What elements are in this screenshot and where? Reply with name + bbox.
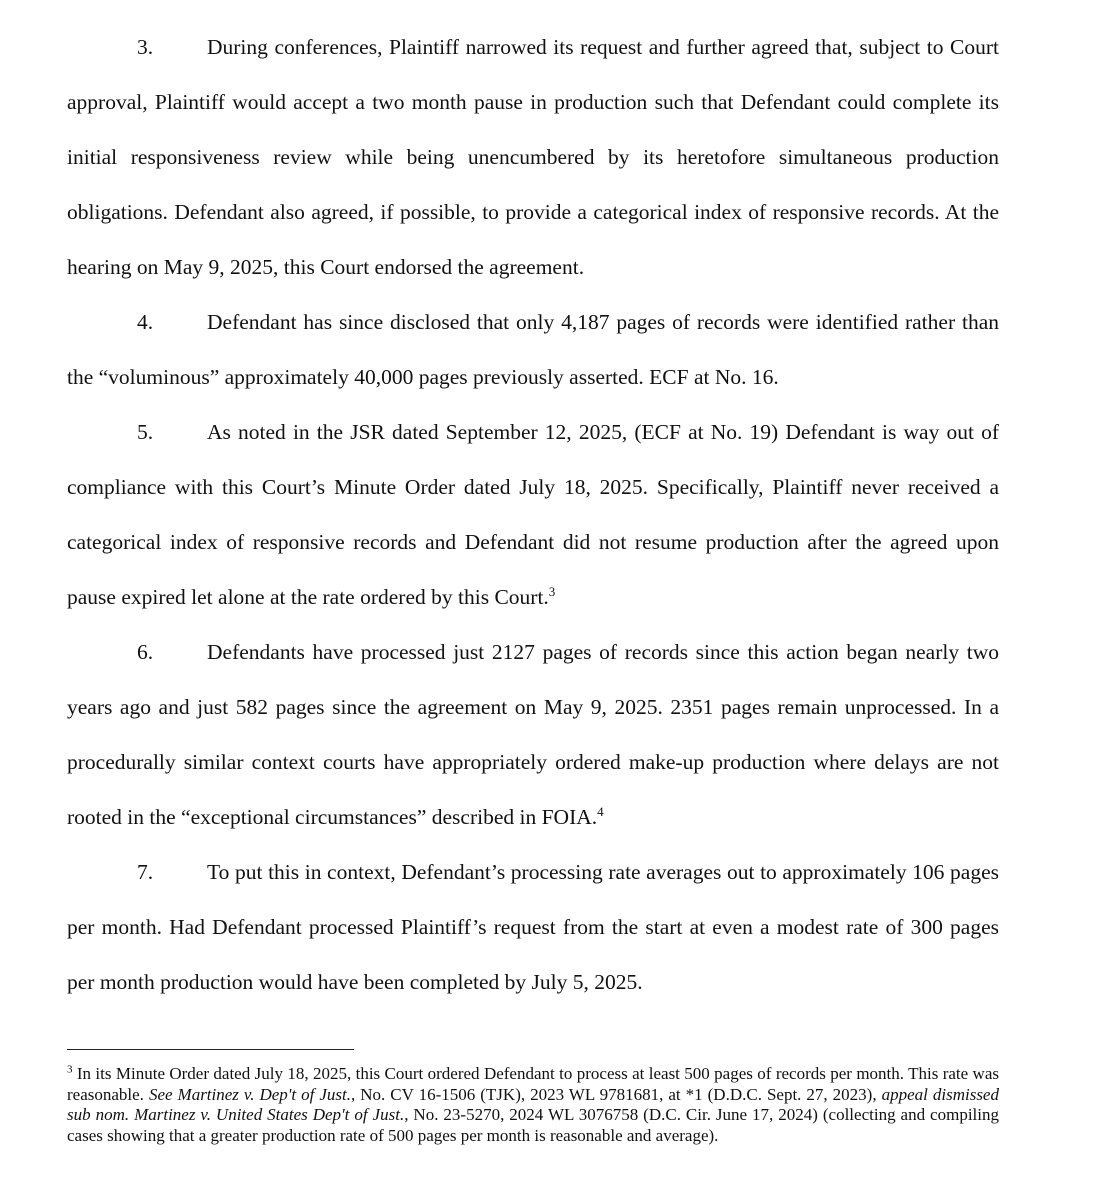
paragraph-number: 5. — [137, 420, 154, 444]
paragraph-5 — [67, 405, 999, 625]
footnote-separator — [67, 1049, 354, 1050]
paragraph-4 — [67, 295, 999, 405]
footnote-text: , No. CV 16-1506 (TJK), 2023 WL 9781681, at *1 (D.D.C. Sept. 27, 2023), — [351, 1084, 882, 1104]
footnote-reference[interactable]: 3 — [548, 583, 556, 599]
footnote-mark: 3 — [67, 1063, 73, 1076]
footnote-citation: See Martinez v. Dep't of Just. — [148, 1084, 351, 1104]
footnote-text: In its Minute Order dated July 18, 2025, this Court ordered Defendant to process at least 500 pages of records per month. This rate was reasonable. — [67, 1064, 999, 1104]
paragraph-7 — [67, 845, 999, 1010]
footnote-text: , No. 23-5270, 2024 WL 3076758 (D.C. Cir. June 17, 2024) (collecting and compiling cases showing that a greater production rate of 500 pages per month is reasonable and average). — [67, 1105, 999, 1145]
paragraph-number: 7. — [137, 860, 154, 884]
paragraph-number: 4. — [137, 310, 154, 334]
footnote-reference[interactable]: 4 — [597, 803, 604, 819]
footnote-citation: appeal dismissed sub nom. Martinez v. United States Dep't of Just. — [67, 1084, 999, 1124]
paragraph-text: To put this in context, Defendant’s processing rate averages out to approximately 106 pages per month. Had Defendant processed Plaintiff’s request from the start at even a modest rate of 300 pages per month production would have been completed by July 5, 2025. — [67, 860, 999, 994]
paragraph-number: 6. — [137, 640, 154, 664]
paragraph-text: During conferences, Plaintiff narrowed its request and further agreed that, subject to Court approval, Plaintiff would accept a two month pause in production such that Defendant could complete its initial responsiveness review while being unencumbered by its heretofore simultaneous production obligations. Defendant also agreed, if possible, to provide a categorical index of responsive records. At the hearing on May 9, 2025, this Court endorsed the agreement. — [67, 35, 999, 279]
paragraph-number: 3. — [137, 35, 154, 59]
paragraph-text: Defendant has since disclosed that only 4,187 pages of records were identified rather than the “voluminous” approximately 40,000 pages previously asserted. ECF at No. 16. — [67, 310, 999, 389]
footnote-3 — [67, 1064, 999, 1146]
paragraph-text: As noted in the JSR dated September 12, 2025, (ECF at No. 19) Defendant is way out of compliance with this Court’s Minute Order dated July 18, 2025. Specifically, Plaintiff never received a categorical index of responsive records and Defendant did not resume production after the agreed upon pause expired let alone at the rate ordered by this Court. — [67, 420, 999, 609]
paragraph-6 — [67, 625, 999, 845]
paragraph-3 — [67, 20, 999, 295]
paragraph-text: Defendants have processed just 2127 pages of records since this action began nearly two years ago and just 582 pages since the agreement on May 9, 2025. 2351 pages remain unprocessed. In a procedurally similar context courts have appropriately ordered make-up production where delays are not rooted in the “exceptional circumstances” described in FOIA. — [67, 640, 999, 829]
